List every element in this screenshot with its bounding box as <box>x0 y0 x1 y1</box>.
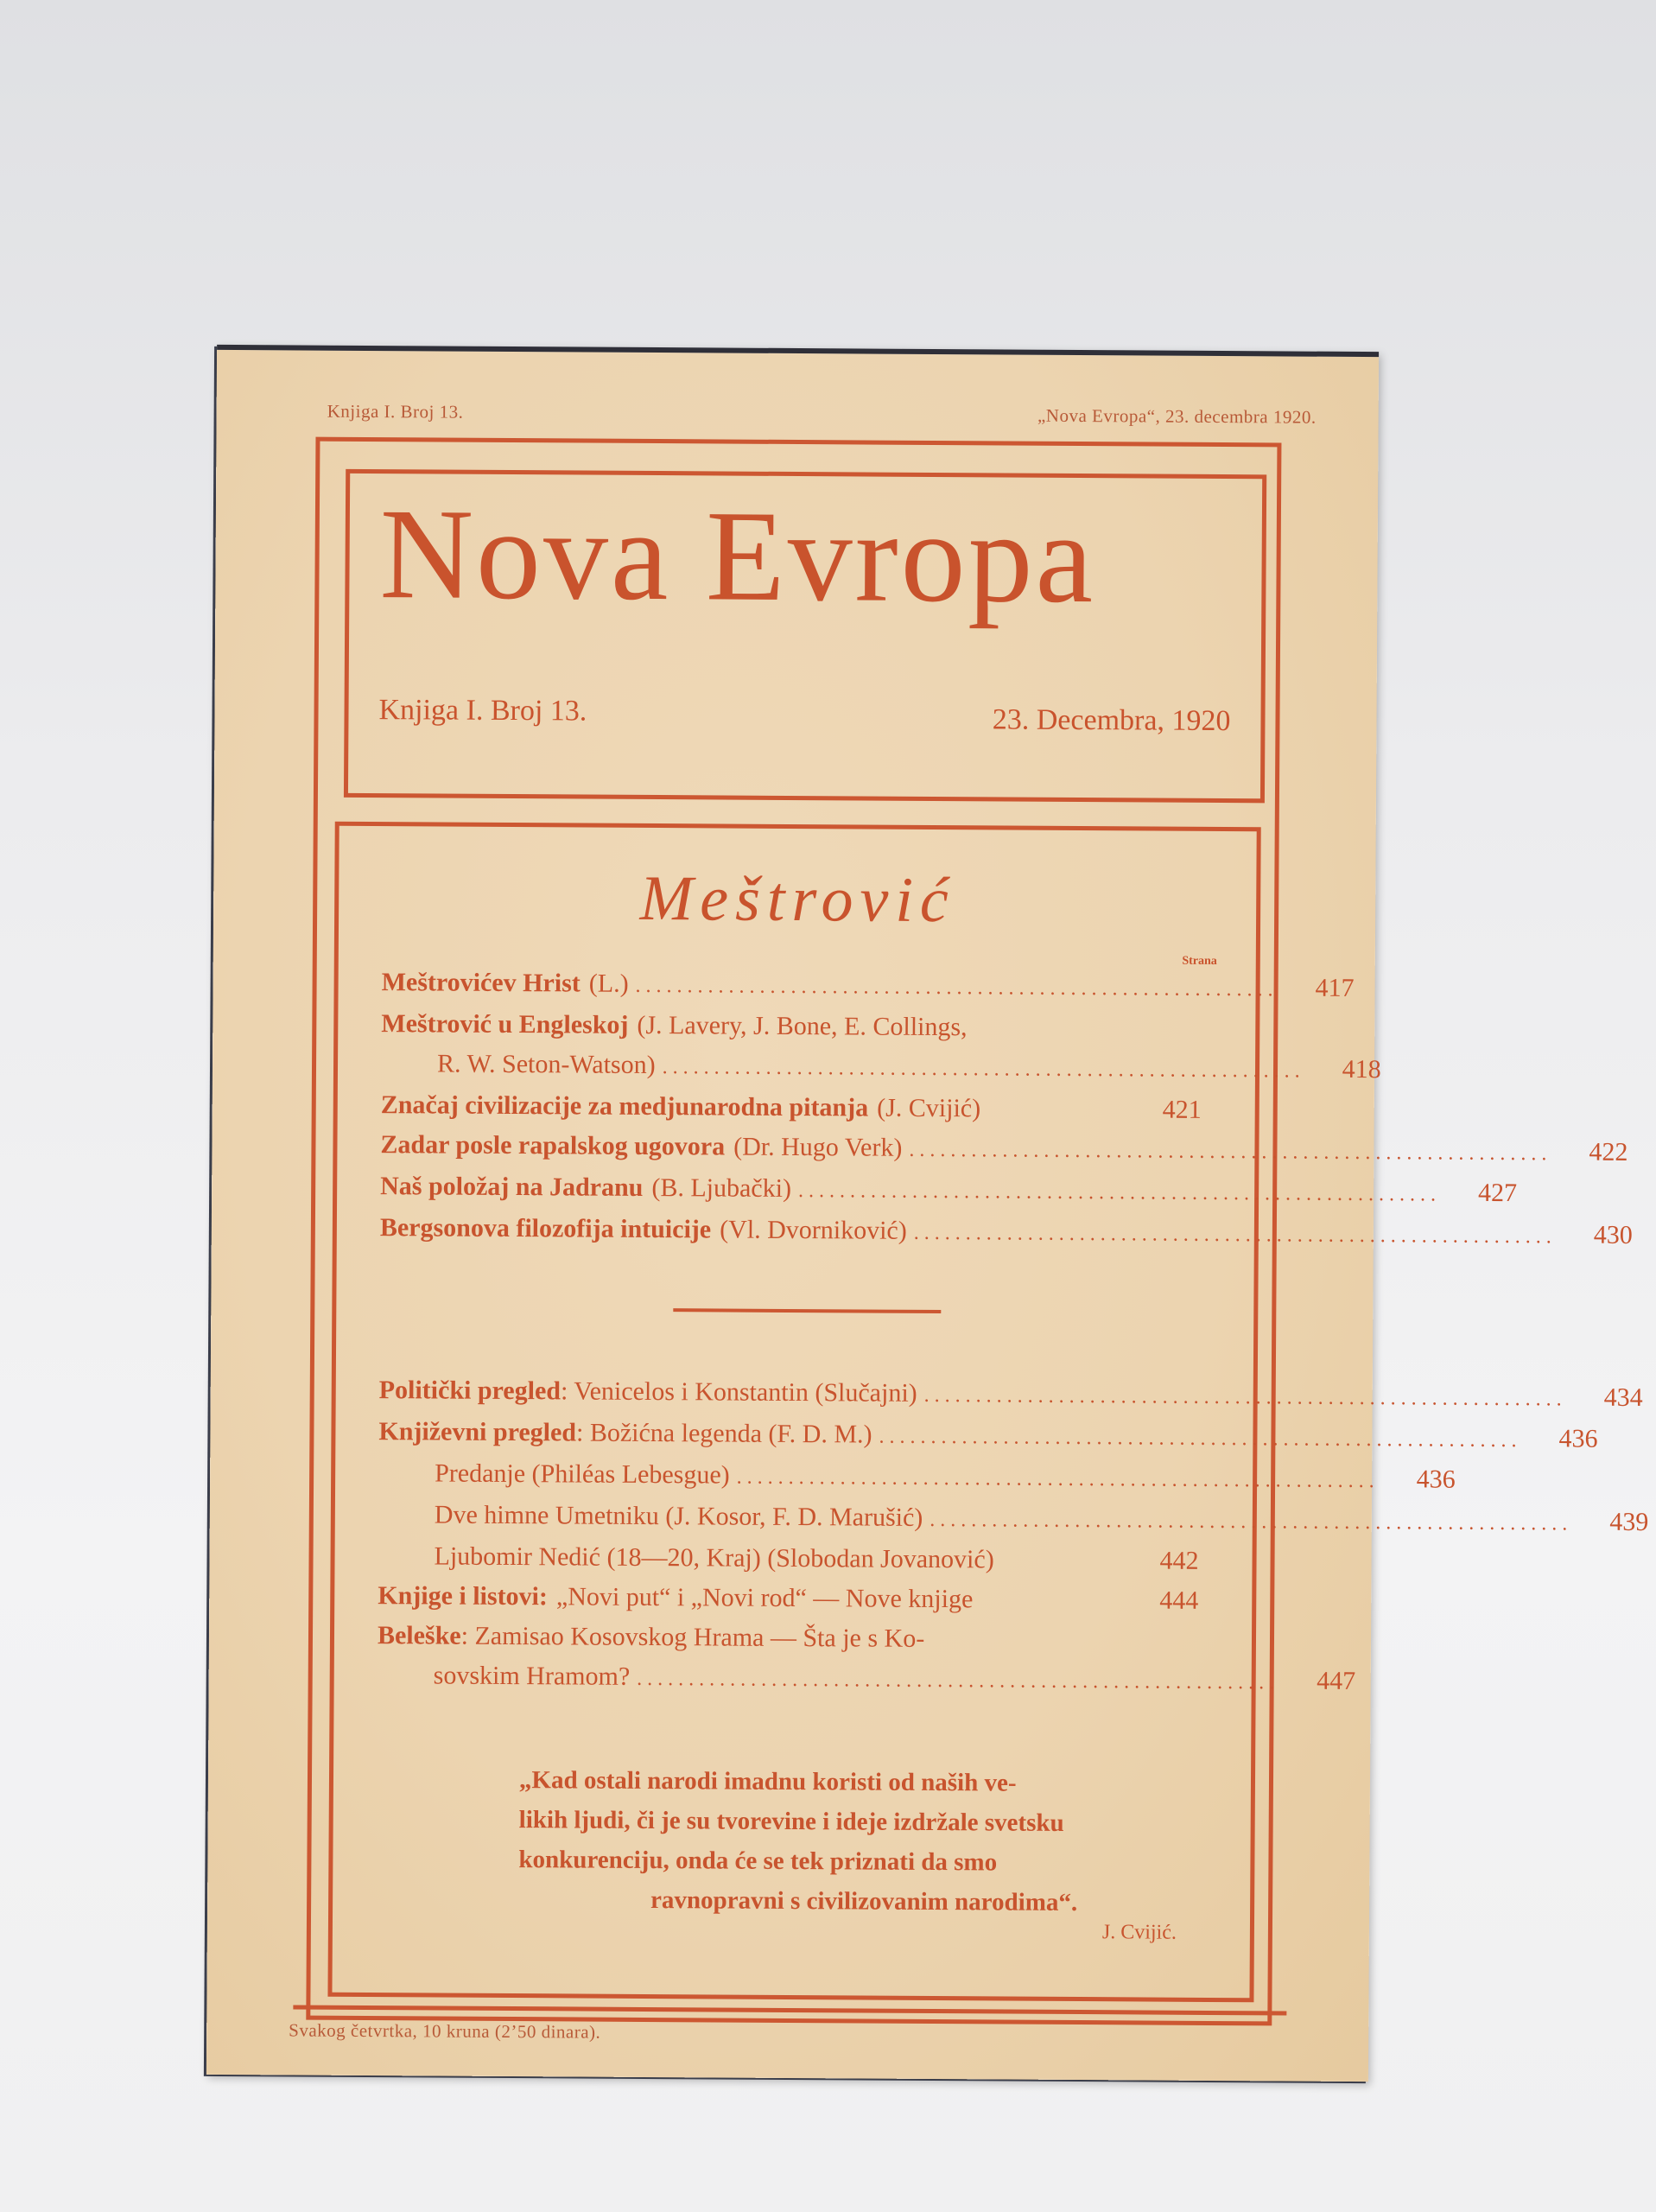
contents-box <box>327 822 1649 2003</box>
toc-item-title: Književni pregled <box>378 1417 577 1447</box>
toc-reviews <box>377 1370 1649 1702</box>
toc-item-text: Predanje (Philéas Lebesgue) <box>435 1459 730 1490</box>
toc-item-page: 427 <box>1477 1178 1518 1208</box>
toc-item-page: 436 <box>1558 1424 1598 1453</box>
toc-item-text: Ljubomir Nedić (18—20, Kraj) (Slobodan Jovanović) <box>434 1541 994 1574</box>
toc-item-author: (Dr. Hugo Verk) <box>733 1132 903 1162</box>
toc-item-page: 417 <box>1315 973 1355 1002</box>
toc-item-page: 422 <box>1589 1137 1628 1166</box>
price-footer: Svakog četvrtka, 10 kruna (2’50 dinara). <box>289 2019 601 2043</box>
toc-item-author: (Vl. Dvorniković) <box>720 1215 907 1245</box>
toc-item-continuation: R. W. Seton-Watson) .............................................................. 418 <box>381 1044 1202 1090</box>
toc-item: Bergsonova filozofija intuicije (Vl. Dvorniković) .............................................................. 430 <box>380 1208 1201 1255</box>
toc-item-continuation: sovskim Hramom? .............................................................. 447 <box>378 1656 1198 1702</box>
issue-date: 23. Decembra, 1920 <box>992 703 1231 738</box>
section-title: Meštrović <box>639 862 956 937</box>
toc-item: Meštrovićev Hrist (L.) .............................................................. 417 <box>381 963 1202 1009</box>
toc-articles <box>379 963 1633 1255</box>
page-column-label: Strana <box>1182 954 1217 968</box>
running-header-right: „Nova Evropa“, 23. decembra 1920. <box>1037 404 1317 428</box>
toc-item-author: (L.) <box>588 969 629 998</box>
toc-item: Naš položaj na Jadranu (B. Ljubački) .............................................................. 427 <box>380 1166 1201 1213</box>
toc-item-title: Naš položaj na Jadranu <box>380 1172 644 1202</box>
toc-item-title: Bergsonova filozofija intuicije <box>379 1213 712 1244</box>
toc-item-title: Knjige i listovi: <box>378 1581 549 1611</box>
toc-item-title: Politički pregled <box>378 1376 562 1406</box>
masthead-title: Nova Evropa <box>379 482 1096 631</box>
toc-item-text: Dve himne Umetniku (J. Kosor, F. D. Marušić) <box>434 1500 923 1532</box>
toc-item: Zadar posle rapalskog ugovora (Dr. Hugo Verk) .............................................................. 422 <box>380 1125 1201 1172</box>
toc-item <box>378 1536 1198 1581</box>
toc-item-page: 442 <box>1159 1546 1199 1575</box>
issue-number: Knjiga I. Broj 13. <box>378 694 587 728</box>
toc-item <box>381 1085 1202 1130</box>
toc-item-page: 421 <box>1162 1095 1202 1124</box>
quote-line: ravnopravni s civilizovanim narodima“. <box>650 1886 1078 1917</box>
toc-item-title: Meštrovićev Hrist <box>381 968 581 998</box>
magazine-cover <box>206 345 1649 2082</box>
quote-line: likih ljudi, či je su tvorevine i ideje izdržale svetsku <box>518 1806 1064 1837</box>
toc-item-author: (J. Cvijić) <box>877 1093 981 1123</box>
toc-item: Politički pregled : Venicelos i Konstantin (Slučajni) .............................................................. 434 <box>379 1370 1200 1417</box>
toc-item-page: 434 <box>1603 1382 1643 1413</box>
toc-item <box>378 1616 1198 1661</box>
quote-line: konkurenciju, onda će se tek priznati da smo <box>518 1846 998 1877</box>
toc-item-text: : Božićna legenda (F. D. M.) <box>575 1418 872 1449</box>
toc-item-author: (J. Lavery, J. Bone, E. Collings, <box>637 1010 968 1042</box>
toc-item-title: Meštrović u Engleskoj <box>381 1009 629 1039</box>
toc-item-title: Zadar posle rapalskog ugovora <box>380 1130 726 1161</box>
toc-item: Dve himne Umetniku (J. Kosor, F. D. Marušić) .............................................................. 439 <box>378 1495 1199 1541</box>
running-header-left: Knjiga I. Broj 13. <box>327 400 464 423</box>
section-divider <box>673 1308 941 1313</box>
toc-item-title: Značaj civilizacije za medjunarodna pitanja <box>380 1090 869 1122</box>
toc-item-text: „Novi put“ i „Novi rod“ — Nove knjige <box>555 1582 974 1614</box>
toc-item <box>378 1576 1198 1621</box>
toc-item-page: 447 <box>1317 1666 1356 1695</box>
toc-item-author-cont: R. W. Seton-Watson) <box>436 1049 656 1080</box>
toc-item-title: Beleške <box>377 1621 461 1650</box>
toc-item-page: 430 <box>1593 1220 1633 1249</box>
toc-item-page: 439 <box>1609 1507 1649 1537</box>
toc-item-text: : Venicelos i Konstantin (Slučajni) <box>560 1376 917 1408</box>
toc-item-page: 418 <box>1342 1054 1381 1084</box>
toc-item-author: (B. Ljubački) <box>651 1173 792 1203</box>
epigraph-quote <box>518 1760 1210 1923</box>
toc-item: Književni pregled : Božićna legenda (F. D. M.) .............................................................. 436 <box>378 1412 1199 1459</box>
quote-author: J. Cvijić. <box>1101 1921 1177 1944</box>
toc-item-page: 436 <box>1416 1465 1456 1494</box>
masthead-box <box>344 469 1266 804</box>
toc-item-page: 444 <box>1159 1586 1199 1615</box>
toc-item: Predanje (Philéas Lebesgue) .............................................................. 436 <box>378 1453 1199 1500</box>
toc-item <box>381 1004 1202 1049</box>
toc-item-text-cont: sovskim Hramom? <box>433 1661 631 1691</box>
toc-item-text: : Zamisao Kosovskog Hrama — Šta je s Ko- <box>460 1621 925 1653</box>
quote-line: „Kad ostali narodi imadnu koristi od naših ve- <box>518 1766 1017 1797</box>
